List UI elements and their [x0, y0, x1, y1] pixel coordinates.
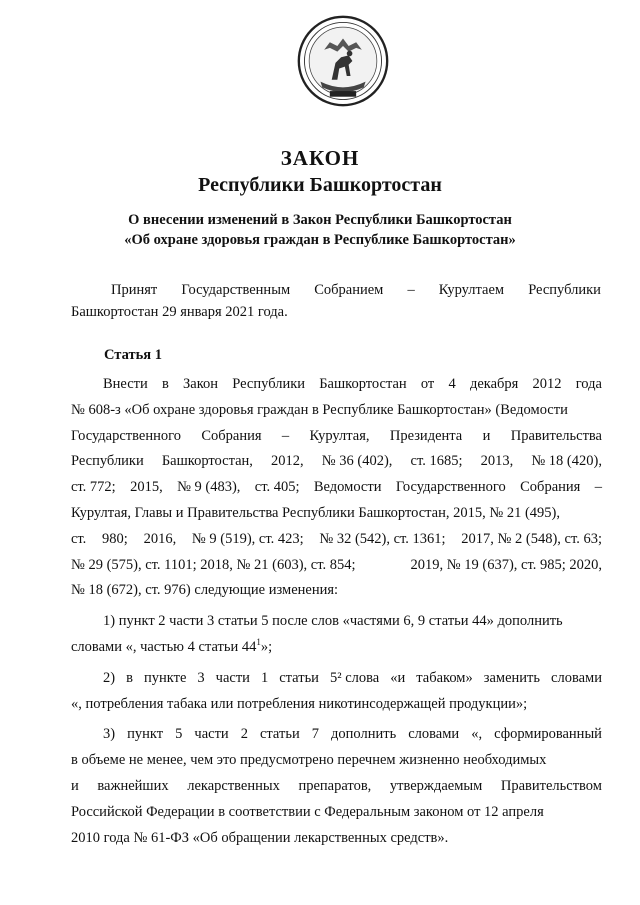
intro-line-6: Курултая, Главы и Правительства Республики Башкортостан, 2015, № 21 (495),	[71, 504, 560, 521]
item-3-line-1: 3) пункт 5 части 2 статьи 7 дополнить словами «, сформированный	[103, 726, 602, 743]
intro-line-5: ст. 772; 2015, № 9 (483), ст. 405; Ведомости Государственного Собрания –	[71, 479, 602, 496]
law-name-line-1: О внесении изменений в Закон Республики Башкортостан	[128, 212, 512, 228]
intro-line-8: № 29 (575), ст. 1101; 2018, № 21 (603), ст. 854; 2019, № 19 (637), ст. 985; 2020,	[71, 556, 602, 573]
adoption-line-1: Принят Государственным Собранием – Курултаем Республики	[111, 282, 601, 298]
intro-line-9: № 18 (672), ст. 976) следующие изменения:	[71, 582, 339, 599]
item-3-line-2: в объеме не менее, чем это предусмотрено перечнем жизненно необходимых	[71, 752, 547, 769]
item-2-line-2: «, потребления табака или потребления никотинсодержащей продукции»;	[71, 695, 528, 712]
item-3-line-4: Российской Федерации в соответствии с Федеральным законом от 12 апреля	[71, 803, 544, 820]
article-1-heading: Статья 1	[104, 347, 162, 363]
intro-line-2: № 608-з «Об охране здоровья граждан в Республике Башкортостан» (Ведомости	[71, 401, 568, 418]
law-name	[0, 210, 640, 250]
item-1-line-1: 1) пункт 2 части 3 статьи 5 после слов «частями 6, 9 статьи 44» дополнить	[103, 613, 563, 630]
adoption-statement	[71, 279, 601, 323]
law-name-line-2: «Об охране здоровья граждан в Республике Башкортостан»	[124, 232, 516, 248]
intro-line-4: Республики Башкортостан, 2012, № 36 (402), ст. 1685; 2013, № 18 (420),	[71, 453, 602, 470]
intro-line-1: Внести в Закон Республики Башкортостан от 4 декабря 2012 года	[103, 376, 602, 392]
superscript-1: 1	[256, 637, 261, 648]
adoption-line-2: Башкортостан 29 января 2021 года.	[71, 304, 288, 320]
item-3-line-3: и важнейших лекарственных препаратов, утверждаемым Правительством	[71, 777, 602, 794]
item-3-line-5: 2010 года № 61-ФЗ «Об обращении лекарственных средств».	[71, 829, 449, 846]
intro-line-3: Государственного Собрания – Курултая, Президента и Правительства	[71, 427, 602, 444]
intro-line-7: ст. 980; 2016, № 9 (519), ст. 423; № 32 (542), ст. 1361; 2017, № 2 (548), ст. 63;	[71, 530, 602, 547]
article-1-body	[71, 372, 602, 851]
item-2-line-1: 2) в пункте 3 части 1 статьи 5² слова «и табаком» заменить словами	[103, 669, 602, 686]
law-subtitle: Республики Башкортостан	[198, 174, 442, 196]
coat-of-arms-emblem	[296, 14, 390, 108]
item-1-line-2: словами «, частью 4 статьи $44^1$»;	[71, 637, 273, 655]
law-title: ЗАКОН	[280, 146, 360, 170]
